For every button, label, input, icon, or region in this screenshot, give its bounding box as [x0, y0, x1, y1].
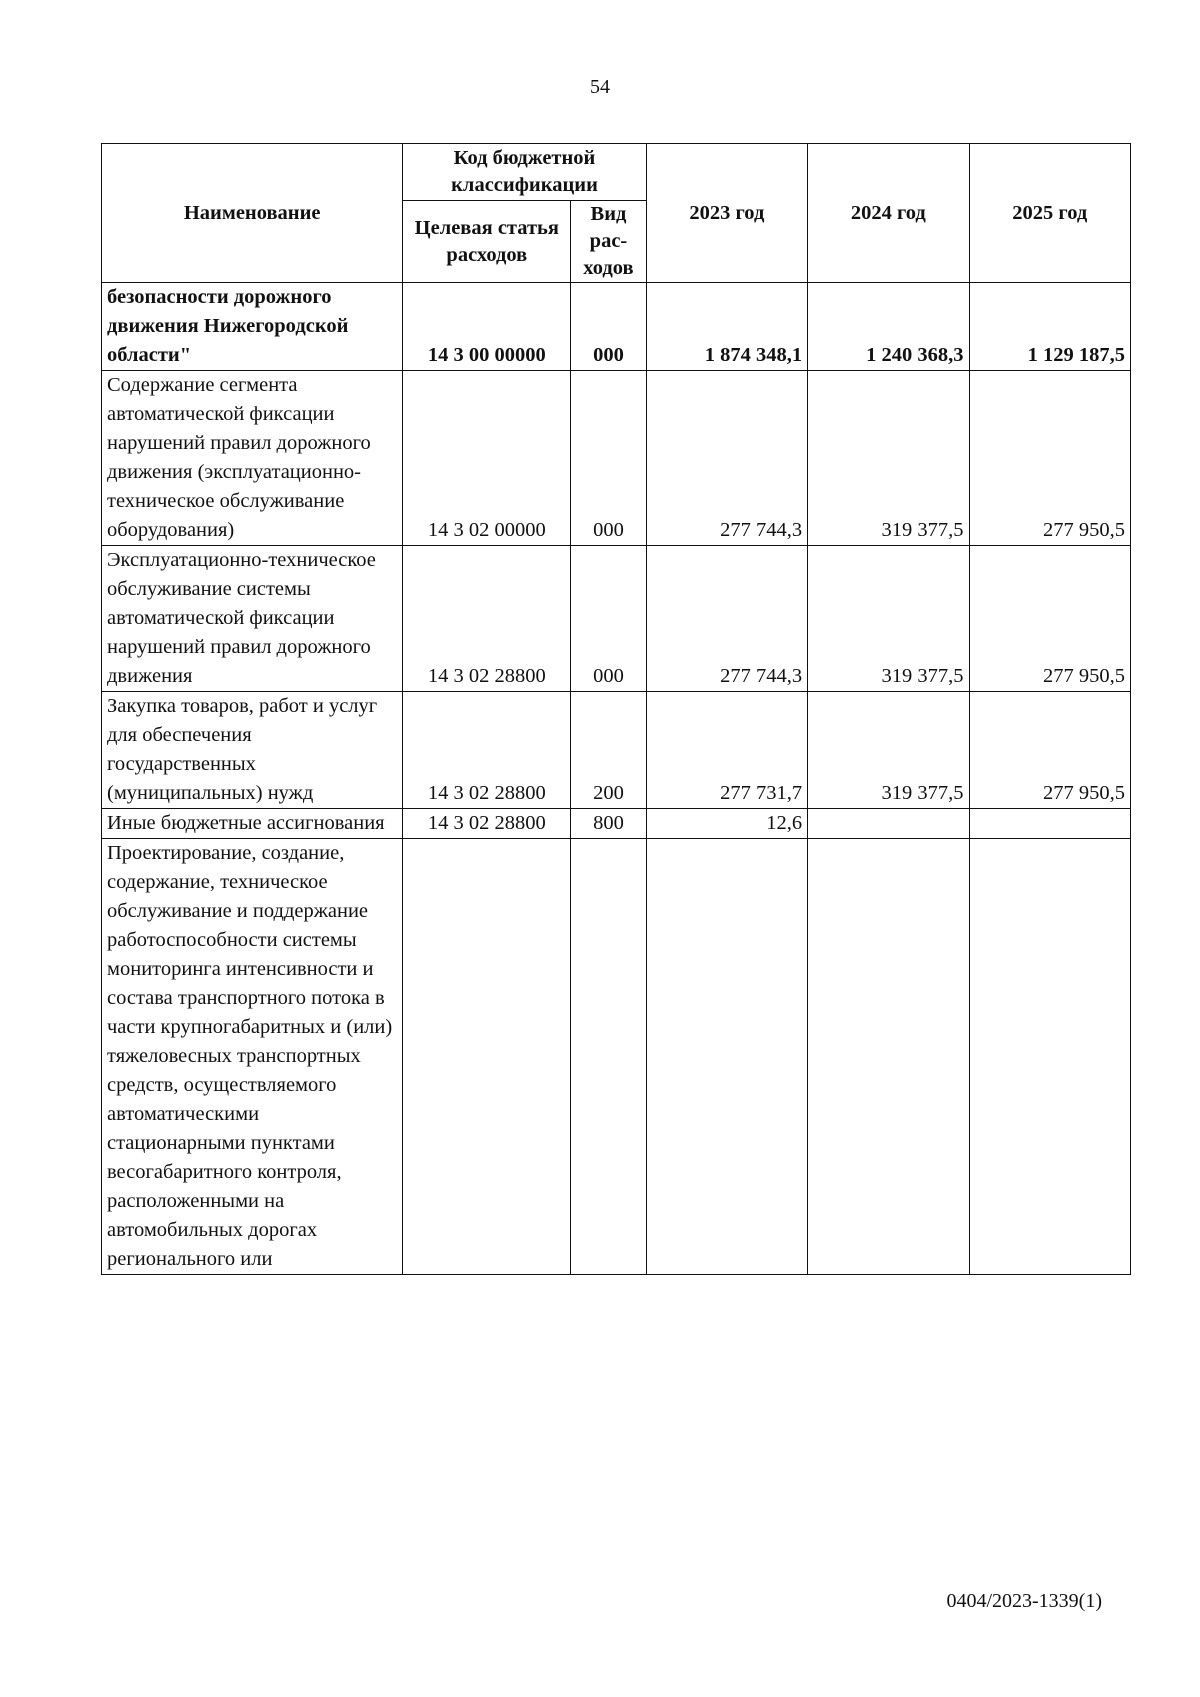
- row-name: Содержание сегмента автоматической фиксации нарушений правил дорожного движения (эксплуатационно-техническое обслуживание оборудования): [102, 371, 403, 546]
- row-name: Иные бюджетные ассигнования: [102, 809, 403, 839]
- header-year-2023: 2023 год: [646, 144, 807, 283]
- table-row: [102, 283, 1131, 371]
- row-name: Проектирование, создание, содержание, техническое обслуживание и поддержание работоспособности системы мониторинга интенсивности и состава транспортного потока в части крупногабаритных и (или) тяжеловесных транспортных средств, осуществляемого автоматическими стационарными пунктами весогабаритного контроля, расположенными на автомобильных дорогах регионального или: [102, 839, 403, 1275]
- row-code: [403, 839, 571, 1275]
- row-2023: 1 874 348,1: [646, 283, 807, 371]
- table-row: [102, 692, 1131, 809]
- table-row: [102, 546, 1131, 692]
- row-name: Эксплуатационно-техническое обслуживание системы автоматической фиксации нарушений правил дорожного движения: [102, 546, 403, 692]
- row-type: 800: [571, 809, 646, 839]
- row-type: 000: [571, 283, 646, 371]
- row-name: Закупка товаров, работ и услуг для обеспечения государственных (муниципальных) нужд: [102, 692, 403, 809]
- row-2025: 1 129 187,5: [969, 283, 1130, 371]
- budget-table: [101, 143, 1131, 1275]
- row-name: безопасности дорожного движения Нижегородской области": [102, 283, 403, 371]
- row-2024: 1 240 368,3: [808, 283, 969, 371]
- row-code: 14 3 02 28800: [403, 692, 571, 809]
- header-code-group: Код бюджетной классификации: [403, 144, 646, 201]
- row-2023: 12,6: [646, 809, 807, 839]
- header-target-article: Целевая статья расходов: [403, 201, 571, 283]
- table-row: [102, 839, 1131, 1275]
- row-code: 14 3 02 28800: [403, 546, 571, 692]
- row-2025: [969, 839, 1130, 1275]
- row-type: 000: [571, 371, 646, 546]
- table-row: [102, 371, 1131, 546]
- row-2023: 277 744,3: [646, 546, 807, 692]
- row-type: 200: [571, 692, 646, 809]
- row-type: [571, 839, 646, 1275]
- row-type: 000: [571, 546, 646, 692]
- row-2024: 319 377,5: [808, 546, 969, 692]
- table-row: [102, 809, 1131, 839]
- row-2025: 277 950,5: [969, 371, 1130, 546]
- row-code: 14 3 02 00000: [403, 371, 571, 546]
- row-2023: 277 744,3: [646, 371, 807, 546]
- row-code: 14 3 00 00000: [403, 283, 571, 371]
- row-2024: 319 377,5: [808, 371, 969, 546]
- row-2024: 319 377,5: [808, 692, 969, 809]
- row-2023: [646, 839, 807, 1275]
- page-number: 54: [590, 76, 610, 98]
- header-name: Наименование: [102, 144, 403, 283]
- row-code: 14 3 02 28800: [403, 809, 571, 839]
- header-year-2024: 2024 год: [808, 144, 969, 283]
- row-2023: 277 731,7: [646, 692, 807, 809]
- header-expense-type: Вид рас-ходов: [571, 201, 646, 283]
- row-2025: 277 950,5: [969, 546, 1130, 692]
- document-code: 0404/2023-1339(1): [946, 1590, 1102, 1612]
- row-2025: [969, 809, 1130, 839]
- row-2025: 277 950,5: [969, 692, 1130, 809]
- header-year-2025: 2025 год: [969, 144, 1130, 283]
- row-2024: [808, 839, 969, 1275]
- row-2024: [808, 809, 969, 839]
- table-header-row-1: [102, 144, 1131, 201]
